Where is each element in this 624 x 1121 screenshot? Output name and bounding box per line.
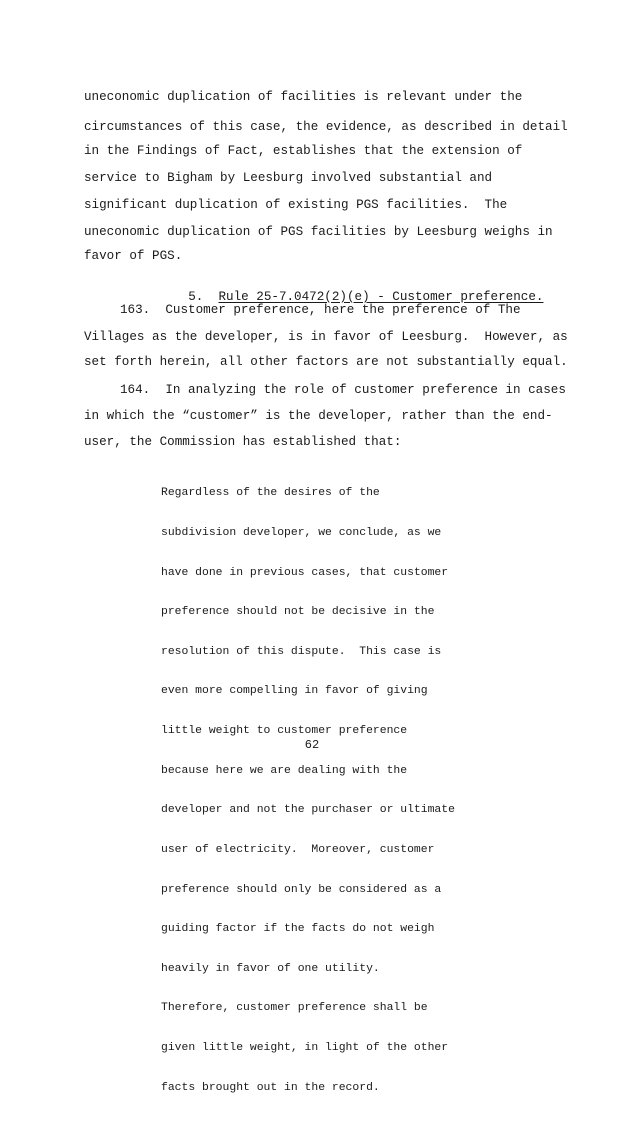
section-heading-title: Rule 25-7.0472(2)(e) - Customer preference. xyxy=(218,290,544,304)
section-heading-number: 5. xyxy=(188,290,204,304)
quote-line: given little weight, in light of the other xyxy=(161,1041,449,1054)
paragraph-line: 164. In analyzing the role of customer preference in cases xyxy=(120,383,566,397)
quote-line: Regardless of the desires of the xyxy=(161,487,380,500)
quote-line: facts brought out in the record. xyxy=(161,1081,380,1094)
paragraph-line: in which the “customer” is the developer, rather than the end- xyxy=(84,409,553,423)
paragraph-line: 163. Customer preference, here the preference of The xyxy=(120,303,521,317)
quote-line: preference should not be decisive in the xyxy=(161,606,435,619)
quote-line: heavily in favor of one utility. xyxy=(161,962,380,975)
paragraph-line: significant duplication of existing PGS facilities. The xyxy=(84,198,508,212)
paragraph-line: set forth herein, all other factors are not substantially equal. xyxy=(84,355,568,369)
quote-line: have done in previous cases, that customer xyxy=(161,566,449,579)
page-number: 62 xyxy=(304,738,320,752)
quote-line: Therefore, customer preference shall be xyxy=(161,1002,428,1015)
quote-line: subdivision developer, we conclude, as we xyxy=(161,527,442,540)
paragraph-line: user, the Commission has established that: xyxy=(84,435,402,449)
paragraph-line: circumstances of this case, the evidence, as described in detail xyxy=(84,120,568,134)
paragraph-line: service to Bigham by Leesburg involved substantial and xyxy=(84,171,493,185)
quote-line: little weight to customer preference xyxy=(161,725,408,738)
block-quote xyxy=(161,461,455,1121)
paragraph-line: uneconomic duplication of PGS facilities by Leesburg weighs in xyxy=(84,225,553,239)
quote-line: because here we are dealing with the xyxy=(161,764,408,777)
paragraph-line: uneconomic duplication of facilities is relevant under the xyxy=(84,90,523,104)
paragraph-line: favor of PGS. xyxy=(84,249,183,263)
quote-line: developer and not the purchaser or ultimate xyxy=(161,804,455,817)
quote-line: preference should only be considered as a xyxy=(161,883,442,896)
paragraph-line: in the Findings of Fact, establishes that the extension of xyxy=(84,144,523,158)
paragraph-line: Villages as the developer, is in favor of Leesburg. However, as xyxy=(84,330,568,344)
quote-line: guiding factor if the facts do not weigh xyxy=(161,923,435,936)
quote-line: resolution of this dispute. This case is xyxy=(161,645,442,658)
quote-line: even more compelling in favor of giving xyxy=(161,685,428,698)
quote-line: user of electricity. Moreover, customer xyxy=(161,843,435,856)
